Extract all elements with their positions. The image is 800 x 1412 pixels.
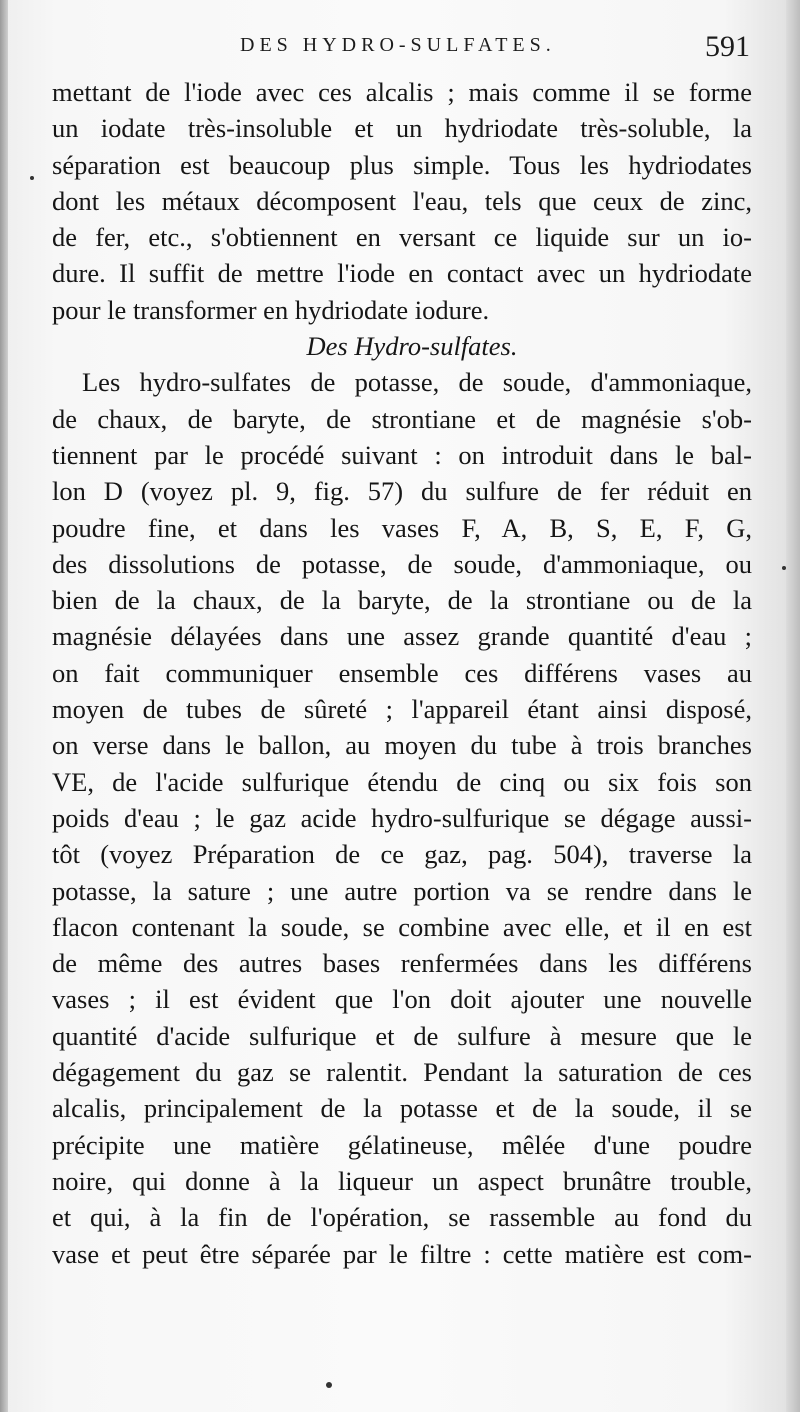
text-line: de chaux, de baryte, de strontiane et de magnésie s'ob-	[52, 403, 752, 434]
text-line: précipite une matière gélatineuse, mêlée d'une poudre	[52, 1129, 752, 1160]
text-line: quantité d'acide sulfurique et de sulfure à mesure que le	[52, 1020, 752, 1051]
text-line: moyen de tubes de sûreté ; l'appareil étant ainsi disposé,	[52, 694, 752, 725]
text-line: bien de la chaux, de la baryte, de la strontiane ou de la	[52, 585, 752, 616]
page-number: 591	[705, 30, 750, 63]
text-line: de fer, etc., s'obtiennent en versant ce liquide sur un io-	[52, 222, 752, 253]
text-line: vase et peut être séparée par le filtre : cette matière est com-	[52, 1238, 752, 1269]
text-line: vases ; il est évident que l'on doit ajouter une nouvelle	[52, 984, 752, 1015]
running-head	[0, 30, 800, 64]
text-line: dégagement du gaz se ralentit. Pendant la saturation de ces	[52, 1057, 752, 1088]
text-line: lon D (voyez pl. 9, fig. 57) du sulfure de fer réduit en	[52, 476, 752, 507]
text-line: noire, qui donne à la liqueur un aspect brunâtre trouble,	[52, 1165, 752, 1196]
running-head-title: DES HYDRO-SULFATES.	[240, 34, 556, 56]
paragraph-2	[52, 364, 752, 1271]
text-line: mettant de l'iode avec ces alcalis ; mais comme il se forme	[52, 77, 752, 107]
ink-speck	[326, 1382, 332, 1388]
text-line: pour le transformer en hydriodate iodure.	[52, 294, 490, 325]
text-line: on fait communiquer ensemble ces différens vases au	[52, 657, 752, 688]
text-line: VE, de l'acide sulfurique étendu de cinq ou six fois son	[52, 766, 752, 797]
text-line: Les hydro-sulfates de potasse, de soude, d'ammoniaque,	[82, 367, 752, 398]
text-line: dont les métaux décomposent l'eau, tels que ceux de zinc,	[52, 185, 752, 216]
page-edge-shadow	[786, 0, 800, 1412]
body-text	[52, 74, 752, 1272]
ink-speck	[30, 176, 34, 180]
text-line: séparation est beaucoup plus simple. Tous les hydriodates	[52, 149, 752, 180]
text-line: flacon contenant la soude, se combine avec elle, et il en est	[52, 911, 752, 942]
text-line: poids d'eau ; le gaz acide hydro-sulfurique se dégage aussi-	[52, 802, 752, 833]
text-line: tiennent par le procédé suivant : on introduit dans le bal-	[52, 439, 752, 470]
ink-speck	[782, 566, 786, 570]
text-line: magnésie délayées dans une assez grande quantité d'eau ;	[52, 621, 752, 652]
text-line: tôt (voyez Préparation de ce gaz, pag. 504), traverse la	[52, 839, 752, 870]
text-line: poudre fine, et dans les vases F, A, B, S, E, F, G,	[52, 512, 752, 543]
paragraph-1	[52, 74, 752, 328]
text-line: des dissolutions de potasse, de soude, d'ammoniaque, ou	[52, 548, 752, 579]
text-line: potasse, la sature ; une autre portion va se rendre dans le	[52, 875, 752, 906]
text-line: de même des autres bases renfermées dans les différens	[52, 948, 752, 979]
text-line: un iodate très-insoluble et un hydriodate très-soluble, la	[52, 113, 752, 144]
text-line: alcalis, principalement de la potasse et de la soude, il se	[52, 1093, 752, 1124]
section-heading: Des Hydro-sulfates.	[306, 331, 518, 362]
page-gutter-shadow	[0, 0, 8, 1412]
text-line: dure. Il suffit de mettre l'iode en contact avec un hydriodate	[52, 258, 752, 289]
text-line: on verse dans le ballon, au moyen du tube à trois branches	[52, 730, 752, 761]
text-line: et qui, à la fin de l'opération, se rassemble au fond du	[52, 1202, 752, 1233]
